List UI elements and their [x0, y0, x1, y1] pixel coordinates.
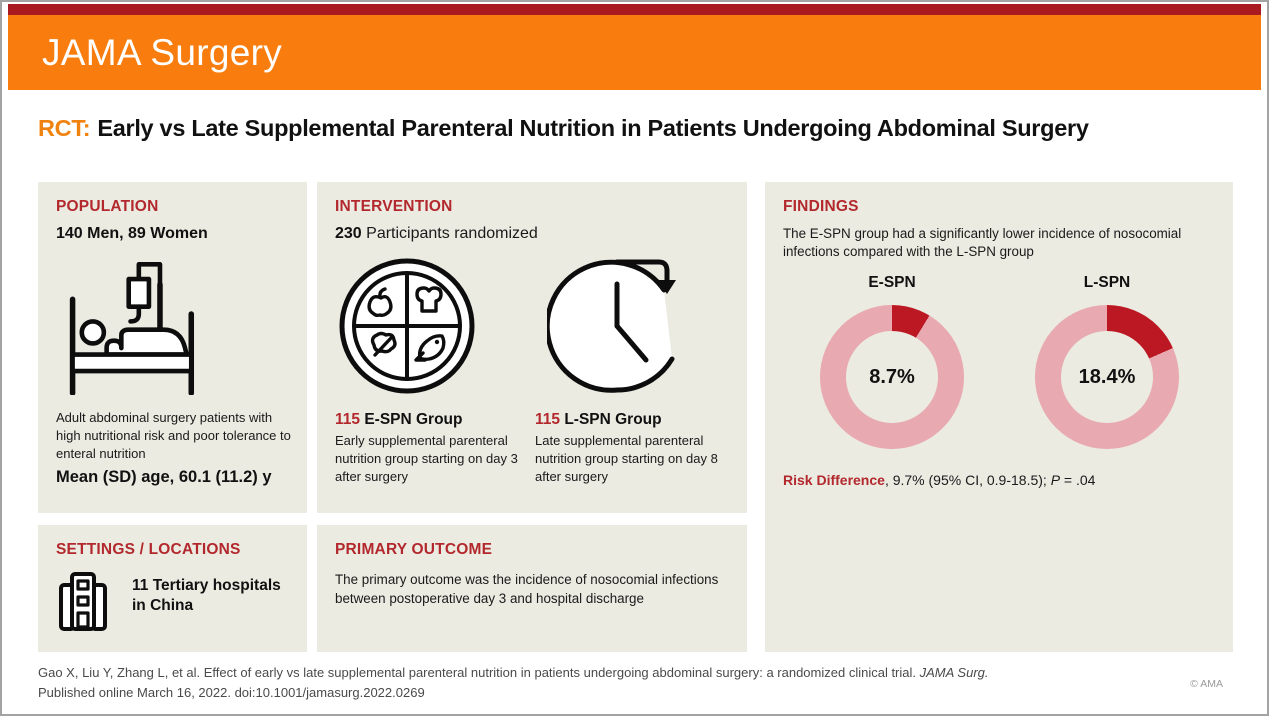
population-age: Mean (SD) age, 60.1 (11.2) y: [56, 468, 272, 486]
primary-outcome-text: The primary outcome was the incidence of nosocomial infections between postoperative day 3 and hospital discharge: [335, 572, 719, 606]
findings-heading: FINDINGS: [783, 198, 859, 215]
lspn-donut-chart: [1035, 305, 1179, 449]
espn-donut-value: 8.7%: [869, 365, 915, 388]
population-heading: POPULATION: [56, 198, 159, 215]
patient-in-hospital-bed-icon: [60, 257, 202, 395]
lspn-donut-value: 18.4%: [1078, 365, 1136, 388]
clock-icon: [547, 256, 687, 396]
study-type-tag: RCT:: [38, 115, 91, 141]
primary-outcome-panel: [317, 525, 747, 652]
intervention-panel: [317, 182, 747, 513]
lspn-donut-label: L-SPN: [1083, 274, 1131, 291]
p-symbol: P: [1050, 472, 1061, 488]
espn-donut-hole: [846, 331, 938, 423]
espn-group-description: Early supplemental parenteral nutrition group starting on day 3 after surgery: [335, 433, 518, 484]
food-plate-icon: [337, 256, 477, 396]
study-headline: [38, 115, 1228, 142]
espn-donut-label: E-SPN: [868, 274, 916, 291]
intervention-subheading: 230 Participants randomized: [335, 225, 538, 242]
intervention-heading: INTERVENTION: [335, 198, 453, 215]
lspn-group: [535, 411, 735, 486]
hospital-building-icon: [58, 571, 108, 633]
journal-banner: [8, 15, 1261, 90]
risk-difference-label: Risk Difference: [783, 472, 885, 488]
top-accent-strip: [8, 4, 1261, 15]
settings-text: 11 Tertiary hospitals in China: [132, 577, 281, 614]
lspn-donut-block: [1035, 274, 1179, 449]
lspn-group-description: Late supplemental parenteral nutrition group starting on day 8 after surgery: [535, 433, 718, 484]
findings-panel: [765, 182, 1233, 652]
copyright-label: © AMA: [1190, 678, 1223, 690]
lspn-group-name: L-SPN Group: [560, 411, 662, 428]
citation: [38, 663, 1158, 703]
randomized-count: 230: [335, 225, 362, 242]
espn-donut-block: [820, 274, 964, 449]
risk-difference: Risk Difference, 9.7% (95% CI, 0.9-18.5); P = .04: [783, 472, 1096, 488]
primary-outcome-heading: PRIMARY OUTCOME: [335, 541, 493, 558]
citation-text: Gao X, Liu Y, Zhang L, et al. Effect of early vs late supplemental parenteral nutrition in patients undergoing abdominal surgery: a randomized clinical trial.: [38, 665, 920, 680]
findings-summary: The E-SPN group had a significantly lower incidence of nosocomial infections compared with the L-SPN group: [783, 226, 1182, 259]
settings-panel: [38, 525, 307, 652]
population-description: Adult abdominal surgery patients with high nutritional risk and poor tolerance to enteral nutrition: [56, 410, 291, 461]
journal-title: JAMA Surgery: [42, 31, 283, 73]
settings-heading: SETTINGS / LOCATIONS: [56, 541, 241, 558]
donut-charts: [783, 274, 1215, 449]
espn-group-n: 115: [335, 411, 361, 428]
espn-group-name: E-SPN Group: [360, 411, 463, 428]
population-subheading: 140 Men, 89 Women: [56, 225, 208, 242]
citation-journal: JAMA Surg.: [919, 665, 989, 680]
lspn-donut-hole: [1061, 331, 1153, 423]
lspn-group-n: 115: [535, 411, 561, 428]
espn-donut-chart: [820, 305, 964, 449]
espn-group: [335, 411, 535, 486]
study-title: Early vs Late Supplemental Parenteral Nutrition in Patients Undergoing Abdominal Surgery: [97, 115, 1089, 141]
citation-doi: Published online March 16, 2022. doi:10.1001/jamasurg.2022.0269: [38, 685, 425, 700]
population-panel: [38, 182, 307, 513]
